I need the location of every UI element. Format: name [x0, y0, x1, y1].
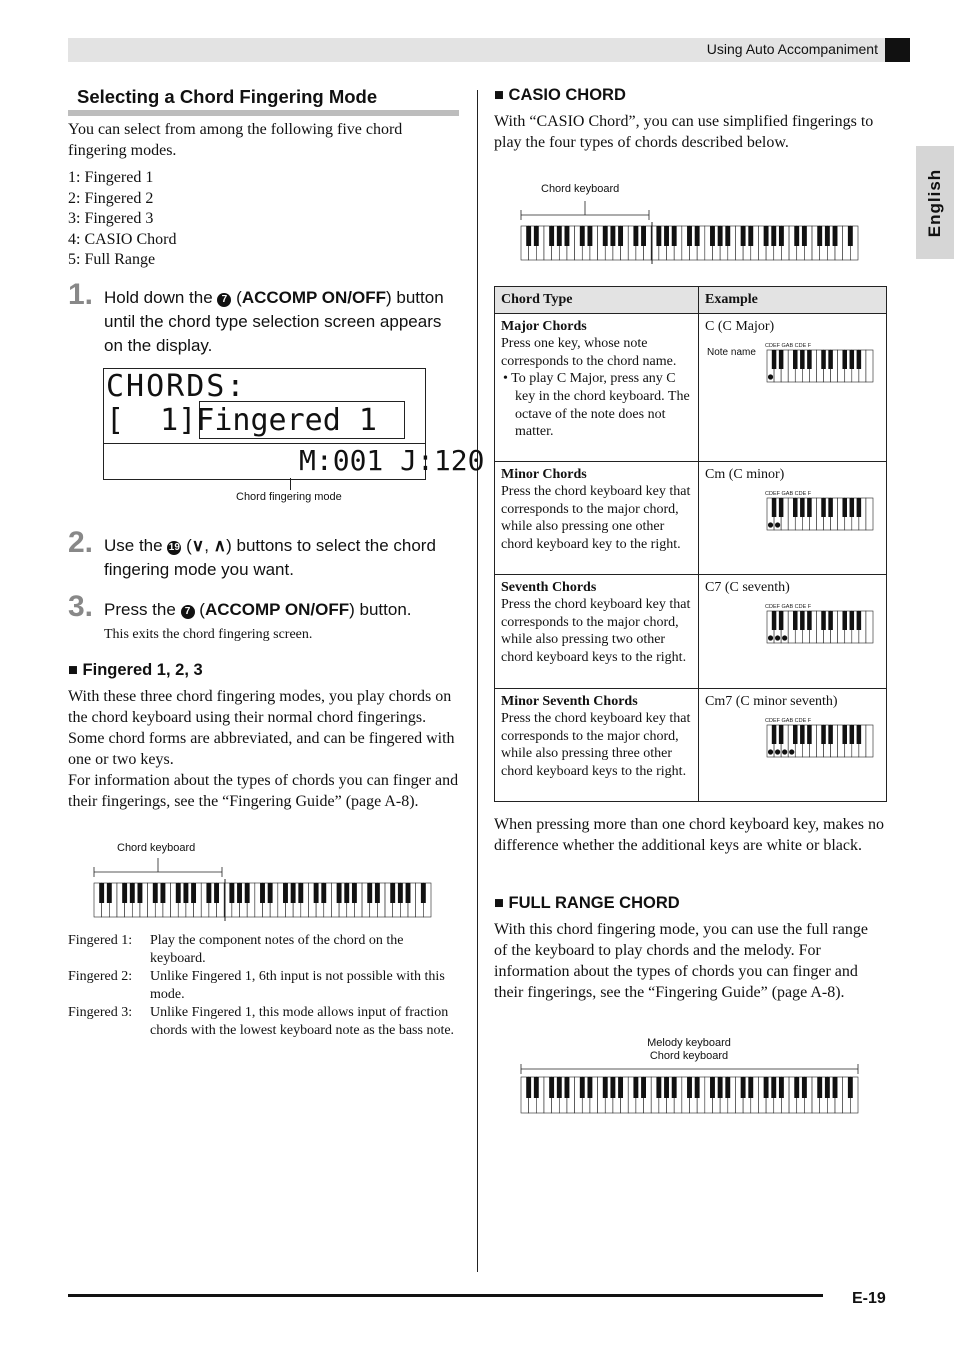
mini-keyboard — [765, 340, 877, 384]
step-2-comma: , — [204, 536, 209, 555]
after-table-text: When pressing more than one chord keyboard key, makes no difference whether the additional keys are white or black. — [494, 816, 884, 854]
black-key — [633, 1077, 638, 1098]
step-1-number: 1. — [68, 278, 94, 311]
pressed-key-dot — [768, 635, 773, 640]
example-label: C (C Major) — [705, 318, 775, 334]
definition-label: Fingered 1: — [68, 933, 133, 948]
chord-type-desc: Press one key, whose note corresponds to the chord name. — [501, 336, 677, 369]
definition-label: Fingered 3: — [68, 1005, 133, 1020]
section-title-bar — [68, 110, 459, 116]
black-key — [848, 1077, 853, 1098]
example-cell — [699, 461, 887, 574]
black-key — [641, 226, 646, 246]
pressed-key-dot — [768, 374, 773, 379]
black-key — [687, 1077, 692, 1098]
black-key — [793, 725, 798, 744]
lcd-line-2: [ 1]Fingered 1 — [106, 403, 377, 438]
melody-keyboard-caption: Melody keyboard — [647, 1037, 731, 1049]
black-key — [695, 1077, 700, 1098]
black-key — [741, 1077, 746, 1098]
table-header-row — [495, 287, 887, 314]
black-key — [807, 498, 812, 517]
black-key — [857, 350, 862, 369]
mini-note-names: CDEF GAB CDE F — [765, 342, 812, 349]
fingered-paragraph — [68, 686, 460, 812]
black-key — [695, 226, 700, 246]
black-key — [656, 226, 661, 246]
black-key — [656, 1077, 661, 1098]
black-key — [160, 883, 165, 903]
black-key — [344, 883, 349, 903]
black-key — [748, 1077, 753, 1098]
table-header: Chord Type — [495, 287, 699, 314]
black-key — [641, 1077, 646, 1098]
black-key — [842, 350, 847, 369]
chord-type-desc: Press the chord keyboard key that corresponds to the major chord, while also pressing three other chord keyboard keys to the right. — [501, 711, 691, 779]
chord-type-name: Minor Seventh Chords — [501, 693, 638, 709]
definition-text: Play the component notes of the chord on the keyboard. — [150, 933, 404, 966]
black-key — [710, 1077, 715, 1098]
black-key — [779, 611, 784, 630]
black-key — [725, 1077, 730, 1098]
mini-keyboard — [765, 715, 877, 759]
black-key — [807, 611, 812, 630]
step-3-paren: ( — [199, 600, 205, 619]
pressed-key-dot — [782, 749, 787, 754]
black-key — [603, 226, 608, 246]
black-key — [807, 725, 812, 744]
black-key — [283, 883, 288, 903]
step-2-pre: Use the — [104, 536, 163, 555]
black-key — [245, 883, 250, 903]
black-key — [549, 226, 554, 246]
accomp-button-name: ACCOMP ON/OFF — [241, 288, 387, 307]
mode-item: 5: Full Range — [68, 251, 156, 269]
definition-row — [68, 1004, 460, 1040]
black-key — [603, 1077, 608, 1098]
black-key — [779, 1077, 784, 1098]
definition-text: Unlike Fingered 1, this mode allows input of fraction chords with the lowest keyboard note as the bass note. — [150, 1005, 455, 1038]
chevron-down-icon: ∨ — [191, 536, 205, 555]
white-key — [866, 350, 873, 382]
black-key — [833, 226, 838, 246]
fingered-definitions — [68, 932, 460, 1040]
chord-type-cell — [495, 688, 699, 801]
black-key — [337, 883, 342, 903]
casio-chord-heading: ■ CASIO CHORD — [494, 86, 626, 104]
black-key — [807, 350, 812, 369]
example-label: Cm (C minor) — [705, 466, 785, 482]
black-key — [291, 883, 296, 903]
black-key — [618, 226, 623, 246]
black-key — [687, 226, 692, 246]
black-key — [772, 350, 777, 369]
black-key — [672, 226, 677, 246]
table-header: Example — [699, 287, 887, 314]
black-key — [587, 1077, 592, 1098]
black-key — [314, 883, 319, 903]
black-key — [725, 226, 730, 246]
pressed-key-dot — [775, 749, 780, 754]
black-key — [821, 350, 826, 369]
black-key — [842, 611, 847, 630]
chord-type-cell — [495, 313, 699, 461]
black-key — [580, 226, 585, 246]
black-key — [375, 883, 380, 903]
pressed-key-dot — [775, 635, 780, 640]
black-key — [390, 883, 395, 903]
full-range-heading: ■ FULL RANGE CHORD — [494, 894, 680, 912]
lcd-display — [103, 368, 485, 480]
black-key — [183, 883, 188, 903]
black-key — [526, 1077, 531, 1098]
black-key — [779, 725, 784, 744]
black-key — [800, 498, 805, 517]
mini-keyboard — [765, 488, 877, 532]
pressed-key-dot — [782, 635, 787, 640]
pressed-key-dot — [768, 749, 773, 754]
black-key — [779, 226, 784, 246]
black-key — [138, 883, 143, 903]
black-key — [237, 883, 242, 903]
step-2-text — [104, 534, 464, 582]
pressed-key-dot — [789, 749, 794, 754]
black-key — [268, 883, 273, 903]
casio-chord-paragraph: With “CASIO Chord”, you can use simplified fingerings to play the four types of chords described below. — [494, 113, 874, 151]
step-3-pre: Press the — [104, 600, 176, 619]
black-key — [610, 226, 615, 246]
black-key — [587, 226, 592, 246]
lcd-line-3: M:001 J:120 — [299, 444, 485, 477]
mode-item: 1: Fingered 1 — [68, 169, 154, 186]
chord-type-cell — [495, 461, 699, 574]
black-key — [107, 883, 112, 903]
black-key — [549, 1077, 554, 1098]
black-key — [557, 226, 562, 246]
table-row — [495, 688, 887, 801]
black-key — [772, 725, 777, 744]
white-key — [866, 498, 873, 530]
chord-type-table — [494, 286, 887, 802]
chord-keyboard-caption: Chord keyboard — [649, 1050, 729, 1062]
mini-note-names: CDEF GAB CDE F — [765, 603, 812, 610]
black-key — [748, 226, 753, 246]
black-key — [800, 350, 805, 369]
chevron-up-icon: ∧ — [213, 536, 227, 555]
step-1-paren: ( — [236, 288, 242, 307]
black-key — [191, 883, 196, 903]
step-1-text — [104, 286, 464, 358]
black-key — [802, 226, 807, 246]
keyboard-diagram-full — [517, 1063, 862, 1119]
table-row — [495, 574, 887, 688]
black-key — [99, 883, 104, 903]
chord-keyboard-caption: Chord keyboard — [541, 183, 620, 195]
chord-type-name: Seventh Chords — [501, 579, 597, 595]
button-number-badge: 7 — [181, 605, 195, 619]
mini-note-names: CDEF GAB CDE F — [765, 490, 812, 497]
black-key — [857, 611, 862, 630]
black-key — [817, 1077, 822, 1098]
lcd-line-1: CHORDS: — [106, 369, 247, 404]
lcd-caption-leader — [290, 478, 291, 490]
black-key — [565, 1077, 570, 1098]
step-1-pre: Hold down the — [104, 288, 213, 307]
black-key — [857, 498, 862, 517]
black-key — [828, 725, 833, 744]
mode-list — [68, 167, 268, 270]
section-title: Selecting a Chord Fingering Mode — [77, 86, 378, 107]
step-3-text — [104, 598, 464, 622]
black-key — [828, 498, 833, 517]
black-key — [842, 498, 847, 517]
note-name-label: Note name — [707, 346, 756, 358]
table-row — [495, 313, 887, 461]
language-tab — [916, 146, 954, 259]
definition-text: Unlike Fingered 1, 6th input is not possible with this mode. — [150, 969, 445, 1002]
black-key — [779, 350, 784, 369]
column-divider — [477, 90, 478, 1272]
black-key — [793, 611, 798, 630]
chord-type-desc: Press the chord keyboard key that corresponds to the major chord, while also pressing two other chord keyboard keys to the right. — [501, 597, 691, 665]
black-key — [772, 611, 777, 630]
black-key — [821, 725, 826, 744]
example-cell — [699, 688, 887, 801]
mini-keyboard — [765, 601, 877, 645]
black-key — [802, 1077, 807, 1098]
fingered-heading: ■ Fingered 1, 2, 3 — [68, 661, 203, 679]
chord-type-name: Minor Chords — [501, 466, 587, 482]
black-key — [850, 611, 855, 630]
black-key — [850, 350, 855, 369]
black-key — [718, 226, 723, 246]
definition-row — [68, 932, 460, 968]
black-key — [718, 1077, 723, 1098]
black-key — [229, 883, 234, 903]
black-key — [214, 883, 219, 903]
intro-text: You can select from among the following five chord fingering modes. — [68, 121, 403, 159]
definition-row — [68, 968, 460, 1004]
page-number: E-19 — [852, 1290, 886, 1307]
white-key — [866, 611, 873, 643]
black-key — [130, 883, 135, 903]
button-number-badge: 7 — [217, 293, 231, 307]
black-key — [580, 1077, 585, 1098]
black-key — [772, 498, 777, 517]
step-2-post: ) buttons to select the chord fingering mode you want. — [104, 536, 436, 579]
step-2-paren: ( — [186, 536, 192, 555]
black-key — [817, 226, 822, 246]
black-key — [779, 498, 784, 517]
black-key — [298, 883, 303, 903]
step-1-post: ) button until the chord type selection screen appears on the display. — [104, 288, 444, 355]
black-key — [828, 611, 833, 630]
black-key — [800, 725, 805, 744]
black-key — [764, 1077, 769, 1098]
mode-item: 4: CASIO Chord — [68, 230, 177, 248]
language-tab-label: English — [925, 168, 944, 237]
black-key — [153, 883, 158, 903]
black-key — [828, 350, 833, 369]
accomp-button-name: ACCOMP ON/OFF — [204, 600, 350, 619]
black-key — [842, 725, 847, 744]
black-key — [534, 1077, 539, 1098]
black-key — [534, 226, 539, 246]
mode-item: 3: Fingered 3 — [68, 210, 154, 228]
black-key — [557, 1077, 562, 1098]
black-key — [833, 1077, 838, 1098]
pressed-key-dot — [775, 522, 780, 527]
black-key — [848, 226, 853, 246]
black-key — [793, 498, 798, 517]
header-title: Using Auto Accompaniment — [706, 41, 878, 57]
chord-keyboard-caption: Chord keyboard — [117, 842, 196, 854]
black-key — [352, 883, 357, 903]
table-row — [495, 461, 887, 574]
chord-type-name: Major Chords — [501, 318, 587, 334]
black-key — [794, 1077, 799, 1098]
black-key — [821, 498, 826, 517]
fingered-text-2: For information about the types of chords you can finger and their fingerings, see the “Fingering Guide” (page A-8). — [68, 772, 459, 810]
black-key — [398, 883, 403, 903]
chord-type-cell — [495, 574, 699, 688]
black-key — [825, 226, 830, 246]
black-key — [633, 226, 638, 246]
black-key — [367, 883, 372, 903]
full-range-paragraph: With this chord fingering mode, you can use the full range of the keyboard to play chords and the melody. For information about the types of chords you can finger and their fingerings, see the “Fingering Guide” (page A-8). — [494, 921, 868, 1001]
step-2-number: 2. — [68, 526, 94, 559]
keyboard-diagram-right — [517, 198, 862, 266]
step-3-number: 3. — [68, 590, 94, 623]
black-key — [850, 725, 855, 744]
black-key — [850, 498, 855, 517]
mini-note-names: CDEF GAB CDE F — [765, 717, 812, 724]
example-label: Cm7 (C minor seventh) — [705, 693, 838, 709]
button-number-badge: 19 — [168, 542, 180, 553]
lcd-caption: Chord fingering mode — [236, 491, 342, 503]
black-key — [821, 611, 826, 630]
black-key — [771, 1077, 776, 1098]
black-key — [771, 226, 776, 246]
black-key — [664, 1077, 669, 1098]
example-label: C7 (C seventh) — [705, 579, 790, 595]
black-key — [825, 1077, 830, 1098]
black-key — [794, 226, 799, 246]
black-key — [618, 1077, 623, 1098]
black-key — [793, 350, 798, 369]
pressed-key-dot — [768, 522, 773, 527]
black-key — [526, 226, 531, 246]
black-key — [122, 883, 127, 903]
black-key — [176, 883, 181, 903]
step-3-note: This exits the chord fingering screen. — [104, 627, 313, 642]
example-cell — [699, 313, 887, 461]
black-key — [421, 883, 426, 903]
footer-rule — [68, 1294, 823, 1297]
header-block — [885, 38, 910, 62]
keyboard-diagram-left — [90, 855, 435, 923]
black-key — [260, 883, 265, 903]
black-key — [206, 883, 211, 903]
step-3-post: ) button. — [349, 600, 412, 619]
black-key — [857, 725, 862, 744]
black-key — [321, 883, 326, 903]
black-key — [664, 226, 669, 246]
black-key — [565, 226, 570, 246]
chord-type-desc: Press the chord keyboard key that corresponds to the major chord, while also pressing one other chord keyboard key to the right. — [501, 484, 691, 552]
mode-item: 2: Fingered 2 — [68, 189, 154, 207]
fingered-text-1: With these three chord fingering modes, you play chords on the chord keyboard using their normal chord fingerings. Some chord forms are abbreviated, and can be fingered with one or two keys. — [68, 688, 455, 768]
black-key — [741, 226, 746, 246]
definition-label: Fingered 2: — [68, 969, 133, 984]
black-key — [672, 1077, 677, 1098]
black-key — [764, 226, 769, 246]
black-key — [710, 226, 715, 246]
black-key — [800, 611, 805, 630]
black-key — [406, 883, 411, 903]
black-key — [610, 1077, 615, 1098]
example-cell — [699, 574, 887, 688]
chord-type-bullet: • To play C Major, press any C key in the chord keyboard. The octave of the note does not matter. — [503, 371, 690, 440]
white-key — [866, 725, 873, 757]
